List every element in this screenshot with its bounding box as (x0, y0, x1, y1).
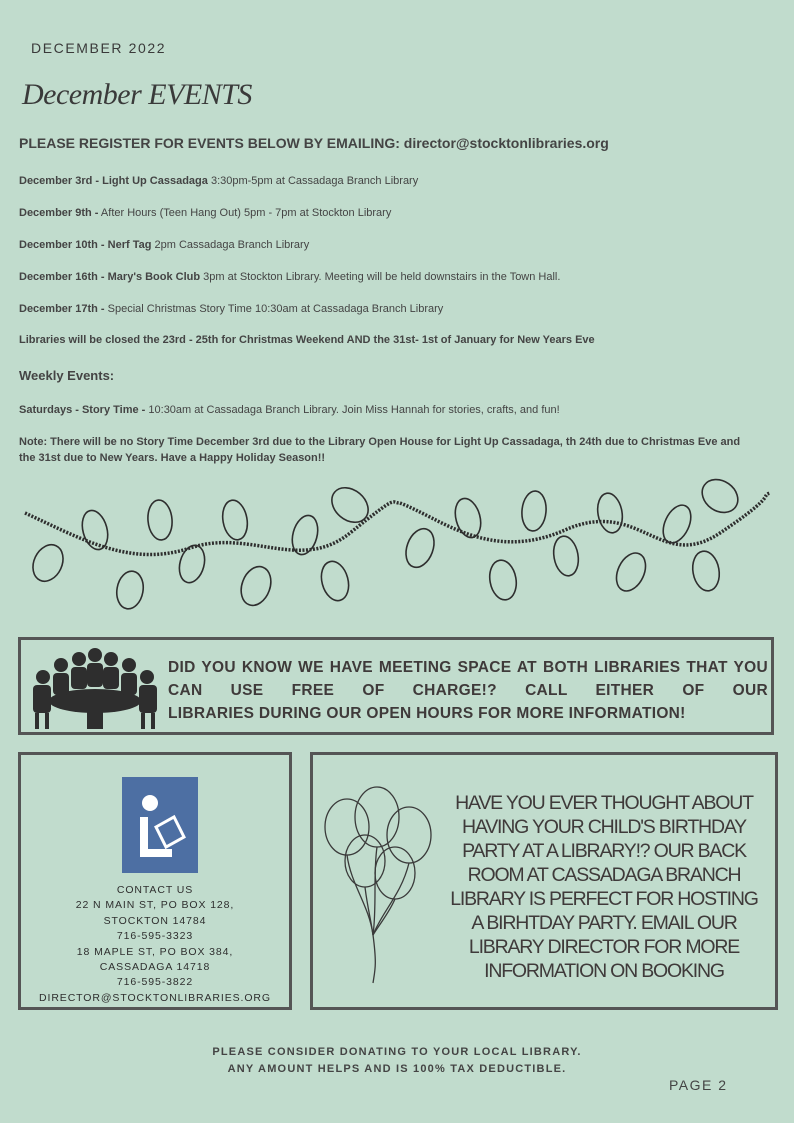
birthday-party-text (439, 791, 769, 983)
event-item (19, 271, 560, 283)
weekly-event-item (19, 404, 560, 416)
event-item (19, 175, 418, 187)
contact-heading: CONTACT US (116, 884, 194, 896)
weekly-event-label: Saturdays - Story Time - (19, 404, 146, 416)
event-detail: Special Christmas Story Time 10:30am at Cassadaga Branch Library (104, 303, 444, 315)
party-line: A BIRHTDAY PARTY. EMAIL OUR (471, 912, 737, 934)
event-label: December 17th - (19, 303, 105, 315)
party-line: HAVE YOU EVER THOUGHT ABOUT (455, 792, 753, 814)
birthday-party-callout (310, 752, 778, 1010)
donation-line: PLEASE CONSIDER DONATING TO YOUR LOCAL LIBRARY. (212, 1046, 582, 1058)
contact-line: CASSADAGA 14718 (99, 961, 211, 974)
page-number: PAGE 2 (669, 1077, 728, 1093)
contact-line: 22 N MAIN ST, PO BOX 128, (75, 899, 235, 912)
contact-line: 716-595-3822 (116, 976, 194, 989)
party-line: HAVING YOUR CHILD'S BIRTHDAY (462, 816, 746, 838)
event-label: December 10th - Nerf Tag (19, 239, 152, 251)
balloons-icon (321, 785, 437, 985)
meeting-table-icon (31, 645, 161, 733)
event-item (19, 207, 391, 219)
event-label: December 3rd - Light Up Cassadaga (19, 175, 208, 187)
party-line: ROOM AT CASSADAGA BRANCH (467, 864, 741, 886)
weekly-events-heading: Weekly Events: (19, 368, 115, 383)
event-detail: After Hours (Teen Hang Out) 5pm - 7pm at Stockton Library (98, 207, 392, 219)
contact-line: 18 MAPLE ST, PO BOX 384, (76, 945, 234, 958)
meeting-text-last: LIBRARIES DURING OUR OPEN HOURS FOR MORE INFORMATION! (168, 705, 686, 722)
meeting-space-callout (18, 637, 774, 735)
contact-email: DIRECTOR@STOCKTONLIBRARIES.ORG (39, 991, 271, 1004)
party-line: LIBRARY IS PERFECT FOR HOSTING (450, 888, 758, 910)
story-time-note: Note: There will be no Story Time December 3rd due to the Library Open House for Light Up Cassadaga, th 24th due to Christmas Eve and the 31st due to New Years. Have a Happy Holiday Season!! (19, 436, 741, 464)
library-reader-icon (122, 777, 198, 873)
event-detail: 3:30pm-5pm at Cassadaga Branch Library (207, 175, 419, 187)
meeting-text-main: DID YOU KNOW WE HAVE MEETING SPACE AT BOTH LIBRARIES THAT YOU CAN USE FREE OF CHARGE!? CALL EITHER OF OUR (168, 659, 768, 699)
closure-notice: Libraries will be closed the 23rd - 25th for Christmas Weekend AND the 31st- 1st of January for New Years Eve (19, 334, 595, 346)
weekly-event-detail: 10:30am at Cassadaga Branch Library. Join Miss Hannah for stories, crafts, and fun! (145, 404, 560, 416)
event-label: December 9th - (19, 207, 99, 219)
party-line: LIBRARY DIRECTOR FOR MORE (468, 936, 740, 958)
party-line: INFORMATION ON BOOKING (484, 960, 724, 982)
issue-date: DECEMBER 2022 (31, 40, 167, 56)
christmas-lights-icon (20, 478, 776, 618)
donation-line: ANY AMOUNT HELPS AND IS 100% TAX DEDUCTIBLE. (227, 1063, 567, 1075)
event-item (19, 239, 309, 251)
contact-line: STOCKTON 14784 (103, 914, 207, 927)
event-item (19, 303, 443, 315)
contact-card (18, 752, 292, 1010)
meeting-space-text (168, 656, 768, 725)
page-title: December EVENTS (22, 78, 252, 111)
event-label: December 16th - Mary's Book Club (19, 271, 201, 283)
event-detail: 2pm Cassadaga Branch Library (151, 239, 310, 251)
event-detail: 3pm at Stockton Library. Meeting will be held downstairs in the Town Hall. (200, 271, 561, 283)
donation-appeal (0, 1044, 794, 1078)
contact-line: 716-595-3323 (116, 930, 194, 943)
register-instructions: PLEASE REGISTER FOR EVENTS BELOW BY EMAILING: director@stocktonlibraries.org (19, 135, 609, 151)
party-line: PARTY AT A LIBRARY!? OUR BACK (462, 840, 746, 862)
